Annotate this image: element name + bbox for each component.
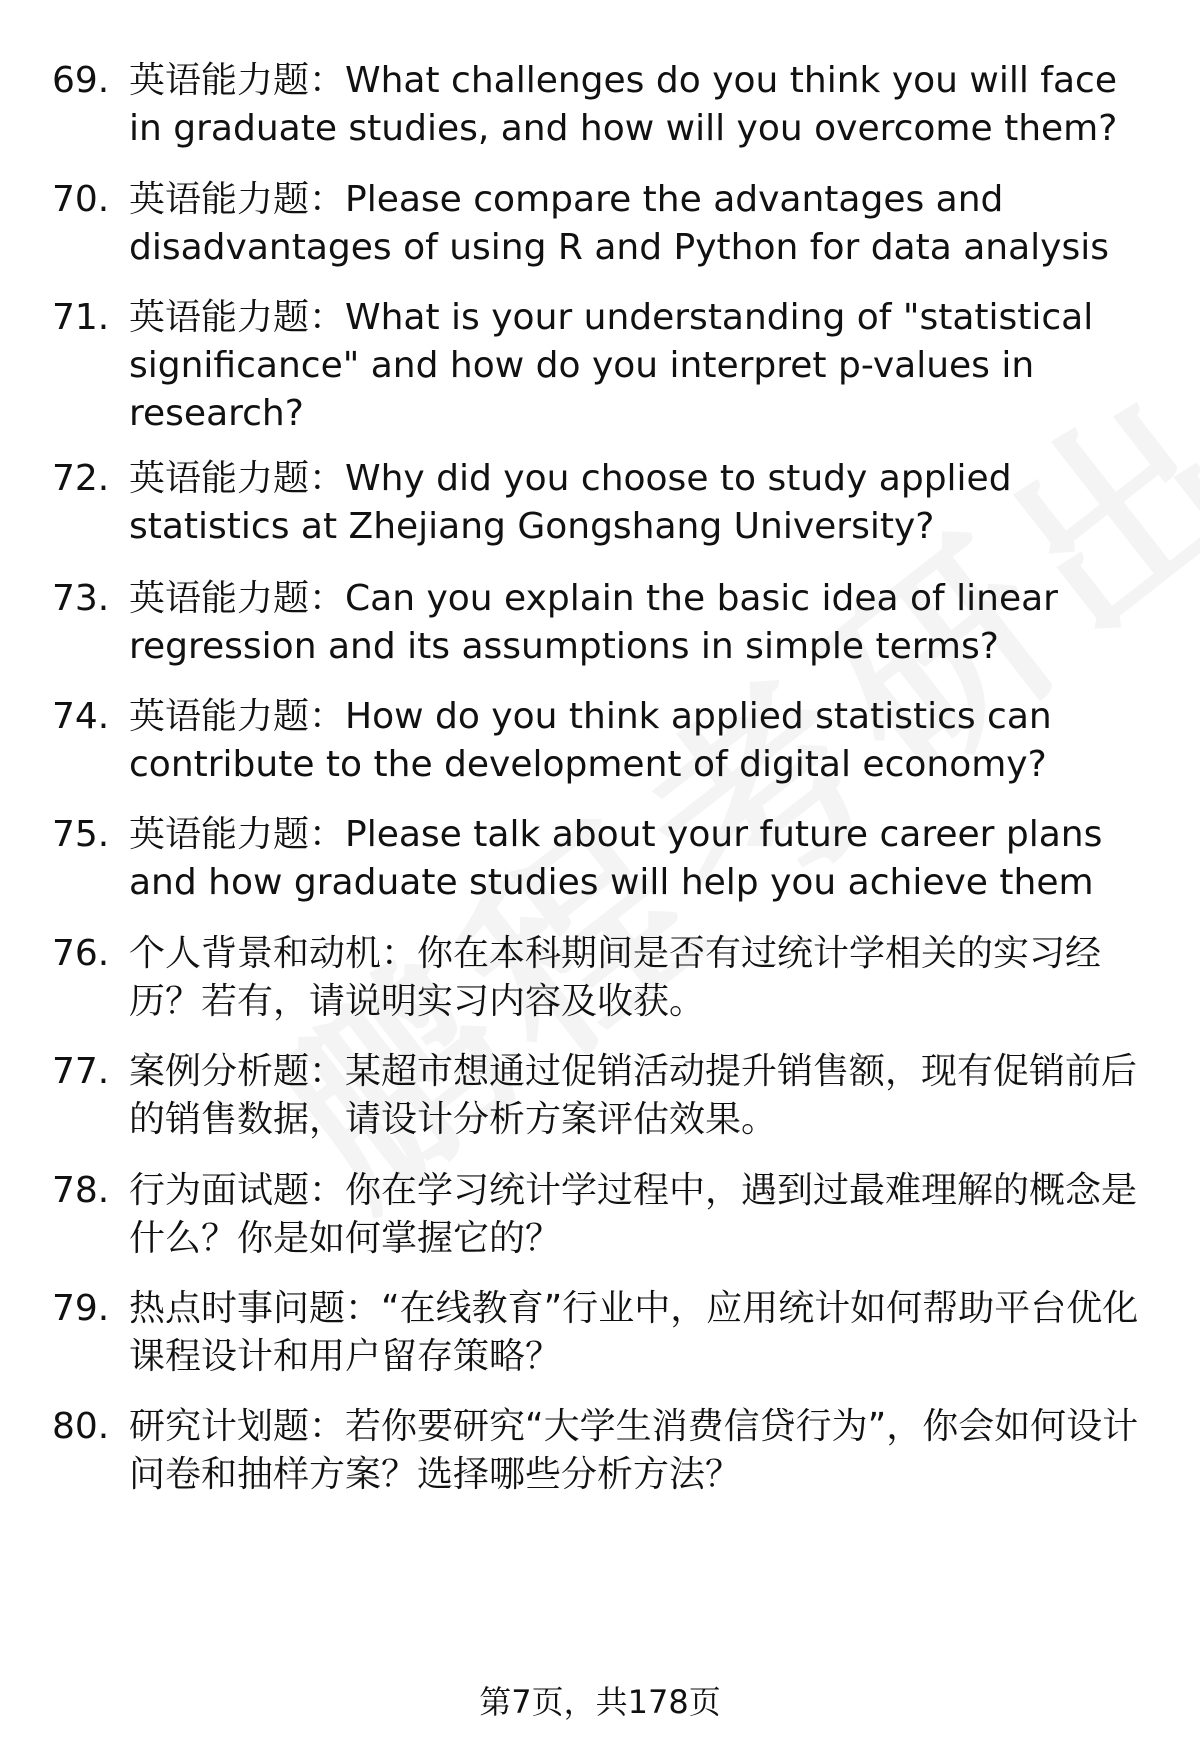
- question-text: 英语能力题：What is your understanding of "statistical significance" and how do you interpret p-values in research?: [129, 297, 1094, 434]
- question-number: 76.: [52, 933, 110, 974]
- question-number: 79.: [52, 1288, 110, 1329]
- question-number: 78.: [52, 1170, 110, 1211]
- question-number: 73.: [52, 578, 110, 619]
- question-text: 英语能力题：Can you explain the basic idea of linear regression and its assumptions in simple terms?: [129, 578, 1058, 667]
- question-text: 英语能力题：Why did you choose to study applied statistics at Zhejiang Gongshang University?: [129, 458, 1012, 547]
- question-number: 77.: [52, 1051, 110, 1092]
- question-text: 英语能力题：How do you think applied statistics can contribute to the development of digital economy?: [129, 696, 1052, 785]
- question-number: 72.: [52, 458, 110, 499]
- question-text: 英语能力题：Please talk about your future career plans and how graduate studies will help you achieve them: [129, 814, 1103, 903]
- question-text: 研究计划题：若你要研究“大学生消费信贷行为”，你会如何设计问卷和抽样方案？选择哪些分析方法？: [129, 1406, 1139, 1495]
- question-text: 英语能力题：What challenges do you think you will face in graduate studies, and how will you overcome them?: [129, 60, 1118, 149]
- question-number: 75.: [52, 814, 110, 855]
- question-text: 热点时事问题：“在线教育”行业中，应用统计如何帮助平台优化课程设计和用户留存策略？: [129, 1288, 1139, 1377]
- question-text: 案例分析题：某超市想通过促销活动提升销售额，现有促销前后的销售数据，请设计分析方案评估效果。: [129, 1051, 1138, 1140]
- question-number: 71.: [52, 297, 110, 338]
- question-number: 74.: [52, 696, 110, 737]
- page-footer: 第7页，共178页: [479, 1683, 721, 1721]
- question-number: 80.: [52, 1406, 110, 1447]
- question-text: 行为面试题：你在学习统计学过程中，遇到过最难理解的概念是什么？你是如何掌握它的？: [129, 1170, 1138, 1259]
- question-number: 69.: [52, 60, 110, 101]
- question-text: 英语能力题：Please compare the advantages and disadvantages of using R and Python for data analysis: [129, 179, 1109, 268]
- question-text: 个人背景和动机：你在本科期间是否有过统计学相关的实习经历？若有，请说明实习内容及收获。: [129, 933, 1102, 1022]
- question-number: 70.: [52, 179, 110, 220]
